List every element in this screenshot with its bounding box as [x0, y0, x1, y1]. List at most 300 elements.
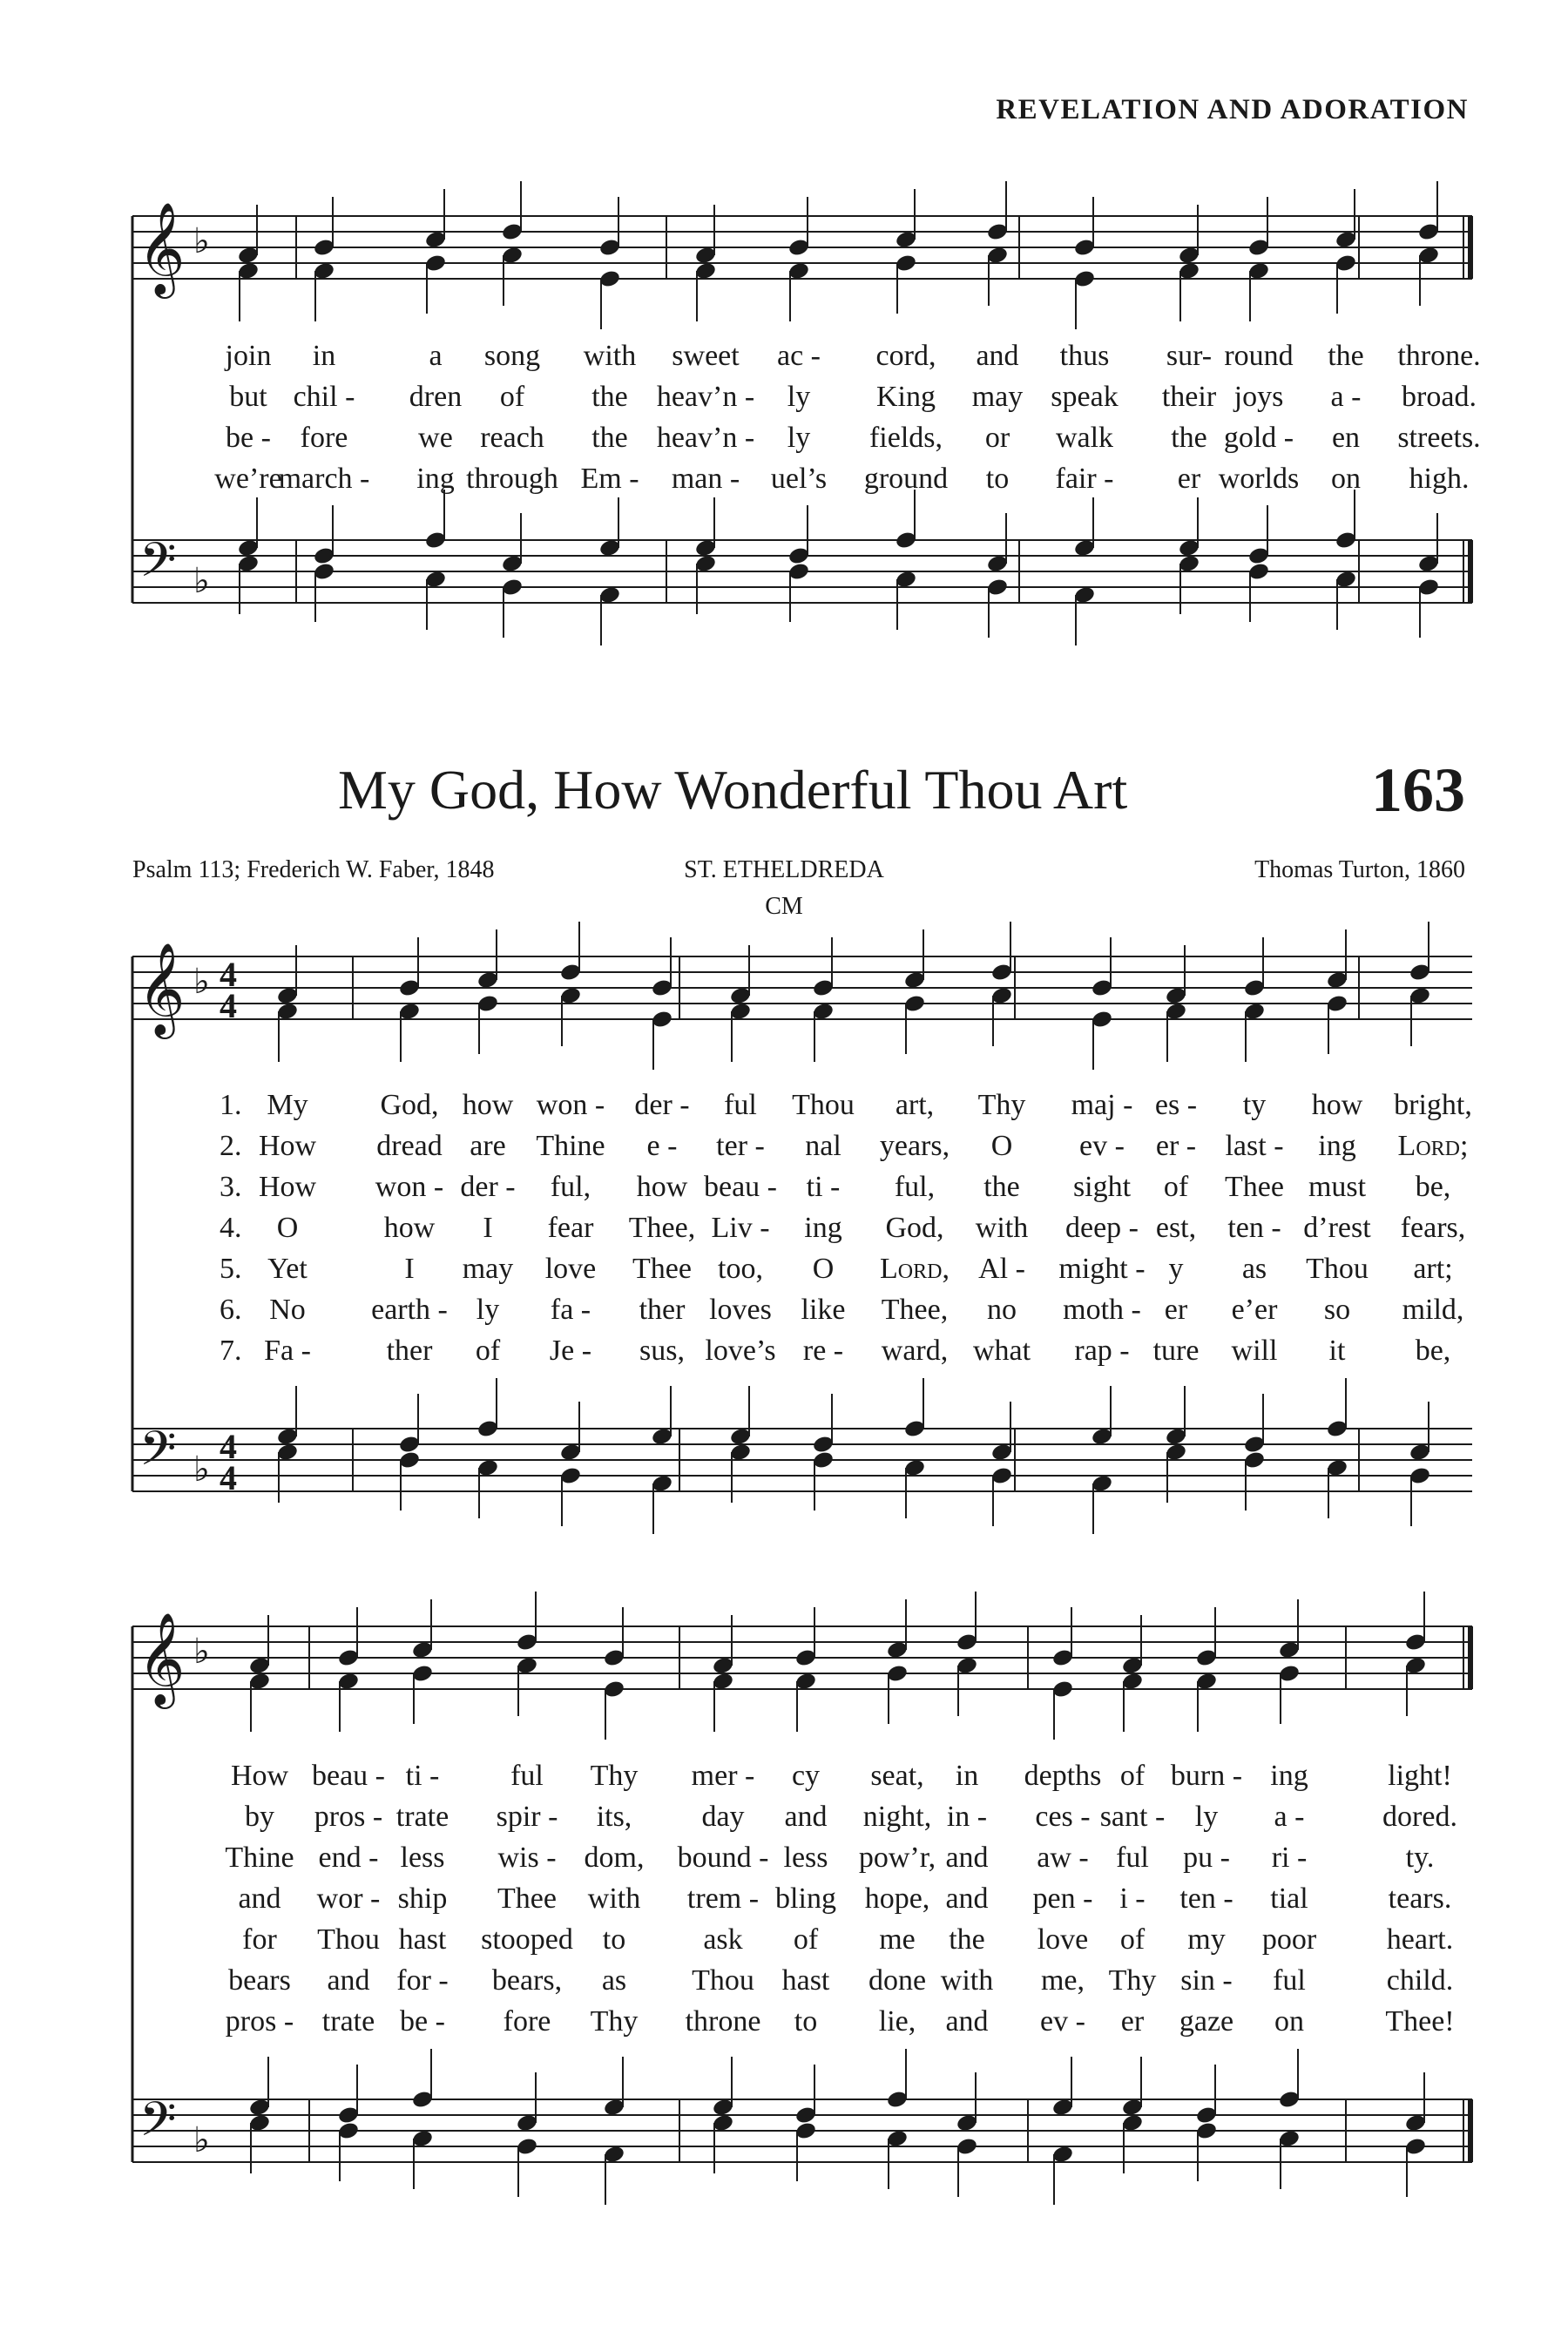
lyric-syllable: and: [784, 1801, 828, 1833]
hymn-meter: CM: [765, 893, 803, 920]
lyric-syllable: ther: [639, 1294, 686, 1326]
lyric-line: [0, 2001, 1568, 2042]
lyric-syllable: dored.: [1382, 1801, 1457, 1833]
lyric-syllable: be -: [400, 2005, 445, 2038]
lyric-syllable: ly: [787, 422, 811, 454]
lyric-syllable: ly: [1194, 1801, 1219, 1833]
lyric-syllable: ti -: [806, 1171, 841, 1203]
lyric-syllable: of: [793, 1923, 819, 1956]
final-barline-thick: [1468, 2099, 1473, 2162]
lyric-syllable: er -: [1155, 1130, 1197, 1162]
final-barline-thick: [1468, 1626, 1473, 1689]
lyric-syllable: God,: [885, 1212, 944, 1244]
lyric-line: [0, 1085, 1568, 1125]
lyric-syllable: God,: [380, 1089, 439, 1121]
lyric-syllable: their: [1161, 381, 1217, 413]
verse-number: 2.: [220, 1130, 242, 1162]
verse-number: 4.: [220, 1212, 242, 1244]
lyric-syllable: es -: [1154, 1089, 1198, 1121]
lyric-syllable: last -: [1225, 1130, 1284, 1162]
lyric-syllable: child.: [1386, 1964, 1454, 1997]
lyric-syllable: for: [242, 1923, 277, 1956]
lyric-syllable: Thou: [692, 1964, 754, 1997]
lyric-line: [0, 1207, 1568, 1248]
lyric-syllable: love’s: [705, 1335, 776, 1367]
lyric-syllable: d’rest: [1303, 1212, 1371, 1244]
time-signature-top: 4: [220, 1427, 237, 1466]
lyric-syllable: the: [1171, 422, 1207, 454]
lyric-line: [0, 1248, 1568, 1289]
lyric-syllable: of: [499, 381, 525, 413]
lyric-syllable: bound -: [677, 1842, 769, 1874]
lyric-syllable: and: [327, 1964, 370, 1997]
lyric-syllable: rap -: [1074, 1335, 1130, 1367]
lyric-syllable: how: [636, 1171, 688, 1203]
lyric-syllable: burn -: [1170, 1760, 1243, 1792]
lyric-syllable: er: [1164, 1294, 1188, 1326]
lyric-syllable: dom,: [584, 1842, 645, 1874]
lyric-syllable: mild,: [1402, 1294, 1464, 1326]
lyric-syllable: the: [591, 422, 628, 454]
lyric-syllable: end -: [318, 1842, 379, 1874]
lyric-syllable: with: [583, 340, 637, 372]
bass-clef: 𝄢: [139, 1421, 177, 1488]
lyric-syllable: reach: [480, 422, 544, 454]
lyric-syllable: might -: [1058, 1253, 1146, 1285]
lyric-syllable: Thy: [977, 1089, 1026, 1121]
lyric-syllable: ty: [1242, 1089, 1267, 1121]
bass-clef: 𝄢: [139, 2092, 177, 2159]
lyric-syllable: love: [1037, 1923, 1089, 1956]
lyric-syllable: ture: [1152, 1335, 1200, 1367]
treble-clef: 𝄞: [138, 1612, 186, 1705]
lyric-syllable: ev -: [1079, 1130, 1125, 1162]
lyric-line: [0, 1125, 1568, 1166]
lyric-syllable: in: [955, 1760, 979, 1792]
lyric-line: [0, 335, 1568, 376]
lyric-syllable: re -: [802, 1335, 844, 1367]
lyric-line: [0, 417, 1568, 458]
lyric-syllable: throne.: [1397, 340, 1481, 372]
lyric-syllable: pu -: [1183, 1842, 1230, 1874]
lyric-syllable: cord,: [875, 340, 936, 372]
lyrics-system-2: [0, 1755, 1568, 2042]
lyric-syllable: walk: [1055, 422, 1114, 454]
lyric-syllable: march -: [278, 463, 370, 495]
lyric-syllable: tial: [1270, 1882, 1308, 1915]
lyric-syllable: and: [238, 1882, 281, 1915]
lyric-line: [0, 458, 1568, 499]
lyric-syllable: a: [429, 340, 443, 372]
lyric-syllable: to: [985, 463, 1010, 495]
lyric-syllable: and: [945, 2005, 989, 2038]
lyric-syllable: fore: [300, 422, 348, 454]
lyric-syllable: en: [1331, 422, 1361, 454]
lyric-syllable: deep -: [1064, 1212, 1139, 1244]
lyric-syllable: pen -: [1032, 1882, 1093, 1915]
lyric-syllable: Thee: [497, 1882, 557, 1915]
lyric-syllable: speak: [1051, 381, 1119, 413]
lyric-syllable: must: [1308, 1171, 1367, 1203]
lyric-syllable: be -: [226, 422, 271, 454]
lyric-syllable: ing: [1270, 1760, 1308, 1792]
lyric-syllable: y: [1168, 1253, 1184, 1285]
lyric-line: [0, 1960, 1568, 2001]
lyric-syllable: wor -: [316, 1882, 381, 1915]
lyric-syllable: may: [462, 1253, 514, 1285]
lyric-syllable: bling: [775, 1882, 836, 1915]
lyric-syllable: der -: [460, 1171, 516, 1203]
lyric-syllable: hope,: [864, 1882, 930, 1915]
lyric-syllable: sweet: [672, 340, 740, 372]
lyric-syllable: der -: [634, 1089, 690, 1121]
lyric-syllable: what: [972, 1335, 1031, 1367]
lyric-syllable: Je -: [549, 1335, 592, 1367]
lyric-syllable: less: [783, 1842, 828, 1874]
lyric-syllable: pros -: [314, 1801, 383, 1833]
section-header: REVELATION AND ADORATION: [996, 94, 1469, 125]
lyric-syllable: song: [483, 340, 541, 372]
lyric-syllable: ful: [724, 1089, 757, 1121]
lyric-syllable: ev -: [1040, 2005, 1085, 2038]
lyric-syllable: ful,: [550, 1171, 591, 1203]
lyric-syllable: e’er: [1231, 1294, 1278, 1326]
lyric-syllable: too,: [718, 1253, 763, 1285]
lyric-syllable: King: [876, 381, 936, 413]
lyric-syllable: est,: [1155, 1212, 1197, 1244]
verse-number: 7.: [220, 1335, 242, 1367]
lyric-syllable: we’re: [214, 463, 282, 495]
lyric-syllable: Thy: [590, 2005, 639, 2038]
key-signature-flat: ♭: [193, 561, 210, 600]
lyric-syllable: will: [1231, 1335, 1278, 1367]
key-signature-flat: ♭: [193, 1450, 210, 1489]
lyric-syllable: with: [587, 1882, 641, 1915]
lyric-syllable: ful,: [894, 1171, 936, 1203]
lyric-syllable: pow’r,: [858, 1842, 936, 1874]
lyric-syllable: fair -: [1055, 463, 1114, 495]
lyric-syllable: seat,: [870, 1760, 924, 1792]
lyric-syllable: moth -: [1063, 1294, 1141, 1326]
lyric-syllable: sant -: [1099, 1801, 1166, 1833]
lyric-syllable: lie,: [878, 2005, 916, 2038]
key-signature-flat: ♭: [193, 221, 210, 260]
lyric-syllable: trate: [321, 2005, 375, 2038]
lyric-syllable: Thee: [632, 1253, 692, 1285]
lyric-syllable: as: [1241, 1253, 1267, 1285]
lyric-syllable: but: [229, 381, 267, 413]
lyric-syllable: thus: [1059, 340, 1110, 372]
lyric-syllable: ter -: [716, 1130, 765, 1162]
lyric-syllable: on: [1274, 2005, 1304, 2038]
lyric-syllable: me: [879, 1923, 916, 1956]
verse-number: 6.: [220, 1294, 242, 1326]
lyric-syllable: ful: [1273, 1964, 1306, 1997]
lyric-syllable: to: [794, 2005, 818, 2038]
bass-clef: 𝄢: [139, 532, 177, 599]
lyric-syllable: Em -: [580, 463, 639, 495]
lyric-syllable: by: [245, 1801, 274, 1833]
lyric-syllable: and: [945, 1842, 989, 1874]
lyric-syllable: we: [418, 422, 453, 454]
lyric-syllable: loves: [709, 1294, 772, 1326]
lyric-syllable: and: [976, 340, 1019, 372]
lyric-syllable: be,: [1415, 1335, 1451, 1367]
lyric-syllable: high.: [1409, 463, 1470, 495]
lyric-syllable: Thou: [317, 1923, 380, 1956]
lyric-syllable: ground: [863, 463, 949, 495]
lyric-syllable: Yet: [267, 1253, 308, 1285]
lyric-syllable: ten -: [1179, 1882, 1233, 1915]
lyric-syllable: join: [225, 340, 272, 372]
lyric-syllable: streets.: [1397, 422, 1481, 454]
lyric-syllable: Thy: [1108, 1964, 1157, 1997]
lyric-syllable: trem -: [686, 1882, 760, 1915]
lyric-syllable: sight: [1072, 1171, 1132, 1203]
lyric-syllable: O: [812, 1253, 835, 1285]
lyric-syllable: art;: [1413, 1253, 1453, 1285]
lyric-syllable: joys: [1233, 381, 1284, 413]
lyric-syllable: ces -: [1035, 1801, 1091, 1833]
key-signature-flat: ♭: [193, 962, 210, 1001]
lyric-syllable: the: [983, 1171, 1020, 1203]
lyric-syllable: my: [1187, 1923, 1226, 1956]
lyric-syllable: How: [258, 1171, 317, 1203]
treble-clef: 𝄞: [138, 942, 186, 1035]
lyric-syllable: to: [602, 1923, 626, 1956]
lyric-syllable: so: [1323, 1294, 1351, 1326]
treble-clef: 𝄞: [138, 201, 186, 294]
verse-number: 5.: [220, 1253, 242, 1285]
verse-number: 1.: [220, 1089, 242, 1121]
lyric-syllable: Liv -: [711, 1212, 770, 1244]
lyric-syllable: Thee,: [881, 1294, 949, 1326]
lyric-syllable: aw -: [1037, 1842, 1089, 1874]
lyric-syllable: fear: [547, 1212, 594, 1244]
lyric-syllable: ing: [804, 1212, 842, 1244]
lyric-syllable: Lord,: [880, 1253, 950, 1285]
lyric-syllable: day: [701, 1801, 745, 1833]
lyric-syllable: hast: [781, 1964, 830, 1997]
lyric-line: [0, 376, 1568, 417]
lyric-syllable: depths: [1024, 1760, 1102, 1792]
lyric-syllable: ful: [1116, 1842, 1149, 1874]
lyric-line: [0, 1166, 1568, 1207]
lyric-syllable: heart.: [1386, 1923, 1454, 1956]
lyric-syllable: Thou: [1306, 1253, 1369, 1285]
lyric-syllable: O: [990, 1130, 1013, 1162]
lyric-syllable: dren: [409, 381, 463, 413]
lyric-syllable: fields,: [868, 422, 943, 454]
lyric-syllable: pros -: [225, 2005, 294, 2038]
lyric-syllable: on: [1331, 463, 1361, 495]
lyric-syllable: ri -: [1271, 1842, 1308, 1874]
lyric-syllable: bears: [228, 1964, 291, 1997]
lyric-syllable: sur-: [1166, 340, 1213, 372]
lyric-syllable: fore: [503, 2005, 551, 2038]
lyric-syllable: er: [1177, 463, 1201, 495]
lyric-syllable: cy: [791, 1760, 821, 1792]
lyric-syllable: light!: [1388, 1760, 1452, 1792]
lyric-syllable: worlds: [1218, 463, 1300, 495]
lyric-syllable: bright,: [1394, 1089, 1472, 1121]
lyric-syllable: O: [276, 1212, 299, 1244]
lyric-syllable: Thine: [225, 1842, 294, 1874]
lyric-syllable: sin -: [1180, 1964, 1233, 1997]
lyric-syllable: the: [591, 381, 628, 413]
lyric-syllable: be,: [1415, 1171, 1451, 1203]
lyric-syllable: sus,: [639, 1335, 685, 1367]
lyric-syllable: stooped: [481, 1923, 573, 1956]
lyric-syllable: a -: [1330, 381, 1362, 413]
lyric-syllable: How: [230, 1760, 289, 1792]
lyric-syllable: heav’n -: [656, 381, 755, 413]
lyric-syllable: I: [483, 1212, 493, 1244]
lyric-syllable: ac -: [776, 340, 821, 372]
lyric-line: [0, 1755, 1568, 1796]
time-signature-bottom: 4: [220, 1458, 237, 1497]
lyric-syllable: Fa -: [264, 1335, 311, 1367]
lyric-syllable: through: [466, 463, 558, 495]
lyric-syllable: uel’s: [770, 463, 828, 495]
lyric-syllable: ther: [386, 1335, 433, 1367]
lyric-syllable: earth -: [371, 1294, 448, 1326]
lyric-syllable: like: [801, 1294, 846, 1326]
lyric-syllable: fears,: [1400, 1212, 1466, 1244]
lyric-line: [0, 1919, 1568, 1960]
lyric-syllable: of: [1119, 1923, 1146, 1956]
final-barline-thick: [1468, 216, 1473, 279]
lyric-syllable: with: [940, 1964, 994, 1997]
lyric-syllable: night,: [862, 1801, 932, 1833]
lyric-syllable: may: [971, 381, 1024, 413]
key-signature-flat: ♭: [193, 1632, 210, 1671]
lyric-syllable: I: [404, 1253, 415, 1285]
time-signature-bottom: 4: [220, 986, 237, 1025]
lyrics-system-1: [0, 1085, 1568, 1371]
lyric-syllable: Al -: [978, 1253, 1025, 1285]
lyric-syllable: how: [383, 1212, 436, 1244]
lyric-syllable: Lord;: [1397, 1130, 1469, 1162]
lyric-syllable: of: [1163, 1171, 1189, 1203]
lyric-syllable: years,: [879, 1130, 950, 1162]
lyric-syllable: ten -: [1227, 1212, 1281, 1244]
lyric-syllable: Thee: [1225, 1171, 1284, 1203]
lyric-syllable: ward,: [881, 1335, 949, 1367]
lyric-syllable: ly: [787, 381, 811, 413]
lyric-syllable: throne: [685, 2005, 761, 2038]
hymn-author: Psalm 113; Frederich W. Faber, 1848: [132, 856, 495, 883]
lyric-syllable: beau -: [703, 1171, 778, 1203]
lyric-syllable: bears,: [491, 1964, 563, 1997]
lyric-syllable: are: [470, 1130, 506, 1162]
lyric-syllable: chil -: [293, 381, 355, 413]
lyric-syllable: won -: [375, 1171, 444, 1203]
lyric-syllable: Thine: [536, 1130, 605, 1162]
lyric-syllable: man -: [671, 463, 740, 495]
lyric-syllable: a -: [1274, 1801, 1305, 1833]
lyric-syllable: how: [1311, 1089, 1363, 1121]
hymn-title: My God, How Wonderful Thou Art: [338, 759, 1128, 821]
lyric-syllable: no: [987, 1294, 1017, 1326]
lyric-syllable: spir -: [496, 1801, 558, 1833]
time-signature-top: 4: [220, 955, 237, 994]
lyric-syllable: ing: [1318, 1130, 1356, 1162]
lyric-syllable: wis -: [497, 1842, 557, 1874]
lyric-syllable: How: [258, 1130, 317, 1162]
lyric-syllable: beau -: [311, 1760, 386, 1792]
lyric-syllable: Thy: [590, 1760, 639, 1792]
key-signature-flat: ♭: [193, 2120, 210, 2159]
lyric-syllable: the: [949, 1923, 985, 1956]
lyric-syllable: poor: [1261, 1923, 1317, 1956]
lyric-syllable: love: [544, 1253, 597, 1285]
lyric-syllable: for -: [396, 1964, 449, 1997]
lyric-syllable: ask: [703, 1923, 743, 1956]
lyric-syllable: ship: [397, 1882, 448, 1915]
lyric-syllable: done: [868, 1964, 927, 1997]
hymn-tune: ST. ETHELDREDA: [684, 856, 884, 883]
lyric-syllable: of: [475, 1335, 501, 1367]
lyric-line: [0, 1330, 1568, 1371]
lyric-syllable: My: [267, 1089, 308, 1121]
lyric-syllable: and: [945, 1882, 989, 1915]
lyric-syllable: the: [1328, 340, 1364, 372]
lyric-syllable: or: [984, 422, 1010, 454]
final-barline-thick: [1468, 540, 1473, 603]
lyric-syllable: art,: [895, 1089, 935, 1121]
lyric-syllable: mer -: [691, 1760, 755, 1792]
lyric-syllable: how: [462, 1089, 514, 1121]
lyric-syllable: in: [312, 340, 336, 372]
hymn-number: 163: [1371, 755, 1465, 825]
lyric-syllable: hast: [398, 1923, 447, 1956]
lyric-line: [0, 1796, 1568, 1837]
lyric-syllable: won -: [536, 1089, 605, 1121]
lyric-syllable: maj -: [1071, 1089, 1133, 1121]
lyric-syllable: dread: [376, 1130, 443, 1162]
lyric-syllable: tears.: [1388, 1882, 1452, 1915]
lyric-line: [0, 1289, 1568, 1330]
lyric-syllable: ful: [510, 1760, 544, 1792]
lyric-syllable: Thee!: [1385, 2005, 1455, 2038]
lyric-syllable: as: [601, 1964, 627, 1997]
lyric-syllable: with: [975, 1212, 1029, 1244]
lyric-syllable: broad.: [1402, 381, 1477, 413]
lyric-syllable: less: [400, 1842, 445, 1874]
lyric-syllable: Thou: [792, 1089, 855, 1121]
lyric-syllable: ing: [416, 463, 455, 495]
lyric-syllable: Thee,: [628, 1212, 696, 1244]
lyric-syllable: ty.: [1405, 1842, 1435, 1874]
lyric-syllable: i -: [1119, 1882, 1146, 1915]
lyric-syllable: No: [269, 1294, 306, 1326]
lyric-line: [0, 1878, 1568, 1919]
lyric-syllable: it: [1328, 1335, 1346, 1367]
lyric-syllable: gaze: [1179, 2005, 1234, 2038]
lyric-syllable: nal: [805, 1130, 841, 1162]
lyric-syllable: er: [1120, 2005, 1145, 2038]
lyric-syllable: ti -: [405, 1760, 440, 1792]
lyric-syllable: of: [1119, 1760, 1146, 1792]
lyric-syllable: in -: [946, 1801, 988, 1833]
lyric-syllable: its,: [596, 1801, 632, 1833]
lyric-syllable: me,: [1040, 1964, 1085, 1997]
lyric-syllable: heav’n -: [656, 422, 755, 454]
lyric-syllable: e -: [646, 1130, 678, 1162]
verse-number: 3.: [220, 1171, 242, 1203]
lyric-syllable: round: [1224, 340, 1294, 372]
